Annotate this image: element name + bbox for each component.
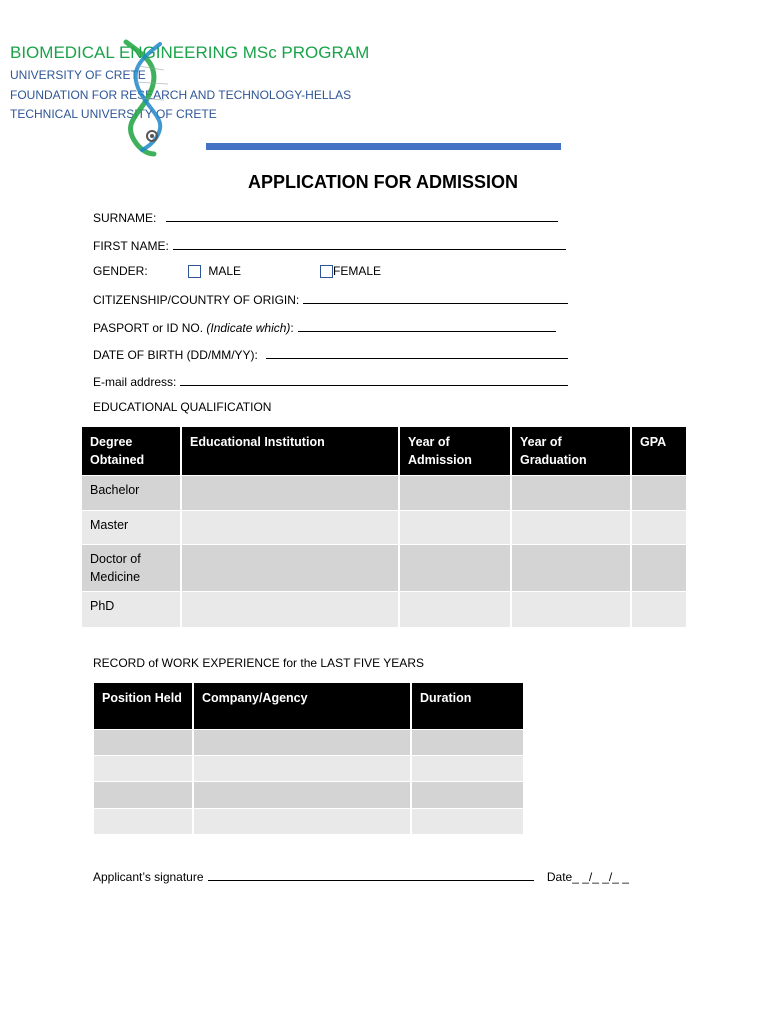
table-row xyxy=(82,476,686,511)
degree-cell: Doctor of Medicine xyxy=(82,545,181,592)
surname-label: SURNAME: xyxy=(93,211,157,225)
form-title xyxy=(0,172,768,193)
header-year-admission: Year of Admission xyxy=(399,427,511,476)
table-cell[interactable] xyxy=(94,808,193,834)
female-option[interactable] xyxy=(320,264,381,278)
table-row xyxy=(94,781,523,808)
male-checkbox[interactable] xyxy=(188,265,201,278)
table-cell[interactable] xyxy=(193,729,411,755)
table-row xyxy=(82,592,686,627)
table-cell[interactable] xyxy=(399,511,511,545)
work-table xyxy=(94,683,523,834)
header-company: Company/Agency xyxy=(193,683,411,729)
table-row xyxy=(94,755,523,781)
dob-field[interactable] xyxy=(93,346,568,362)
table-cell[interactable] xyxy=(411,808,523,834)
email-field[interactable] xyxy=(93,373,568,389)
surname-line[interactable] xyxy=(166,209,558,222)
dob-label: DATE OF BIRTH (DD/MM/YY): xyxy=(93,348,258,362)
table-cell[interactable] xyxy=(181,545,399,592)
passport-label: PASPORT or ID NO. xyxy=(93,321,204,335)
header-degree: Degree Obtained xyxy=(82,427,181,476)
header-divider-bar xyxy=(206,143,561,150)
work-heading: RECORD of WORK EXPERIENCE for the LAST FIVE YEARS xyxy=(93,656,424,670)
surname-field[interactable] xyxy=(93,209,558,225)
table-cell[interactable] xyxy=(94,781,193,808)
first-name-line[interactable] xyxy=(173,237,566,250)
header-year-graduation: Year of Graduation xyxy=(511,427,631,476)
table-row xyxy=(94,729,523,755)
header-position: Position Held xyxy=(94,683,193,729)
table-cell[interactable] xyxy=(631,511,686,545)
signature-label: Applicant’s signature xyxy=(93,870,204,884)
table-row xyxy=(82,545,686,592)
header-gpa: GPA xyxy=(631,427,686,476)
table-cell[interactable] xyxy=(193,781,411,808)
table-cell[interactable] xyxy=(411,781,523,808)
email-line[interactable] xyxy=(180,373,568,386)
institution-2: FOUNDATION FOR RESEARCH AND TECHNOLOGY-HELLAS xyxy=(10,88,352,102)
table-cell[interactable] xyxy=(193,808,411,834)
gender-label: GENDER: xyxy=(93,264,148,278)
institution-1: UNIVERSITY OF CRETE xyxy=(10,68,146,82)
table-cell[interactable] xyxy=(631,592,686,627)
citizenship-line[interactable] xyxy=(303,291,568,304)
female-checkbox[interactable] xyxy=(320,265,333,278)
table-cell[interactable] xyxy=(399,592,511,627)
female-label: FEMALE xyxy=(333,264,382,278)
edu-heading: EDUCATIONAL QUALIFICATION xyxy=(93,400,272,414)
citizenship-field[interactable] xyxy=(93,291,568,307)
dob-line[interactable] xyxy=(266,346,568,359)
passport-line[interactable] xyxy=(298,319,556,332)
table-cell[interactable] xyxy=(181,511,399,545)
education-header-row xyxy=(82,427,686,476)
table-cell[interactable] xyxy=(94,755,193,781)
degree-cell: Bachelor xyxy=(82,476,181,511)
signature-line[interactable] xyxy=(208,868,534,881)
table-cell[interactable] xyxy=(511,545,631,592)
dna-helix-logo-icon xyxy=(112,36,184,160)
table-row xyxy=(94,808,523,834)
citizenship-label: CITIZENSHIP/COUNTRY OF ORIGIN: xyxy=(93,293,300,307)
table-cell[interactable] xyxy=(631,476,686,511)
table-cell[interactable] xyxy=(94,729,193,755)
male-option[interactable] xyxy=(188,264,241,278)
passport-field[interactable]: PASPORT or ID NO. (Indicate which): xyxy=(93,319,556,335)
signature-field[interactable] xyxy=(93,868,629,884)
male-label: MALE xyxy=(208,264,242,278)
table-cell[interactable] xyxy=(411,755,523,781)
table-cell[interactable] xyxy=(181,476,399,511)
table-cell[interactable] xyxy=(511,476,631,511)
passport-note: (Indicate which) xyxy=(206,321,291,335)
table-cell[interactable] xyxy=(411,729,523,755)
form-title-text: APPLICATION FOR ADMISSION xyxy=(248,172,518,192)
degree-cell: Master xyxy=(82,511,181,545)
email-label: E-mail address: xyxy=(93,375,177,389)
table-cell[interactable] xyxy=(511,592,631,627)
table-cell[interactable] xyxy=(193,755,411,781)
first-name-label: FIRST NAME: xyxy=(93,239,169,253)
table-row xyxy=(82,511,686,545)
degree-cell: PhD xyxy=(82,592,181,627)
header-institution: Educational Institution xyxy=(181,427,399,476)
work-header-row xyxy=(94,683,523,729)
table-cell[interactable] xyxy=(399,545,511,592)
table-cell[interactable] xyxy=(181,592,399,627)
table-cell[interactable] xyxy=(399,476,511,511)
table-cell[interactable] xyxy=(631,545,686,592)
program-title: BIOMEDICAL ENGINEERING MSc PROGRAM xyxy=(10,43,370,62)
institution-3: TECHNICAL UNIVERSITY OF CRETE xyxy=(10,107,217,121)
first-name-field[interactable] xyxy=(93,237,566,253)
date-field[interactable]: Date_ _/_ _/_ _ xyxy=(546,870,629,884)
header-duration: Duration xyxy=(411,683,523,729)
gender-field xyxy=(93,264,148,278)
table-cell[interactable] xyxy=(511,511,631,545)
education-table xyxy=(82,427,686,627)
